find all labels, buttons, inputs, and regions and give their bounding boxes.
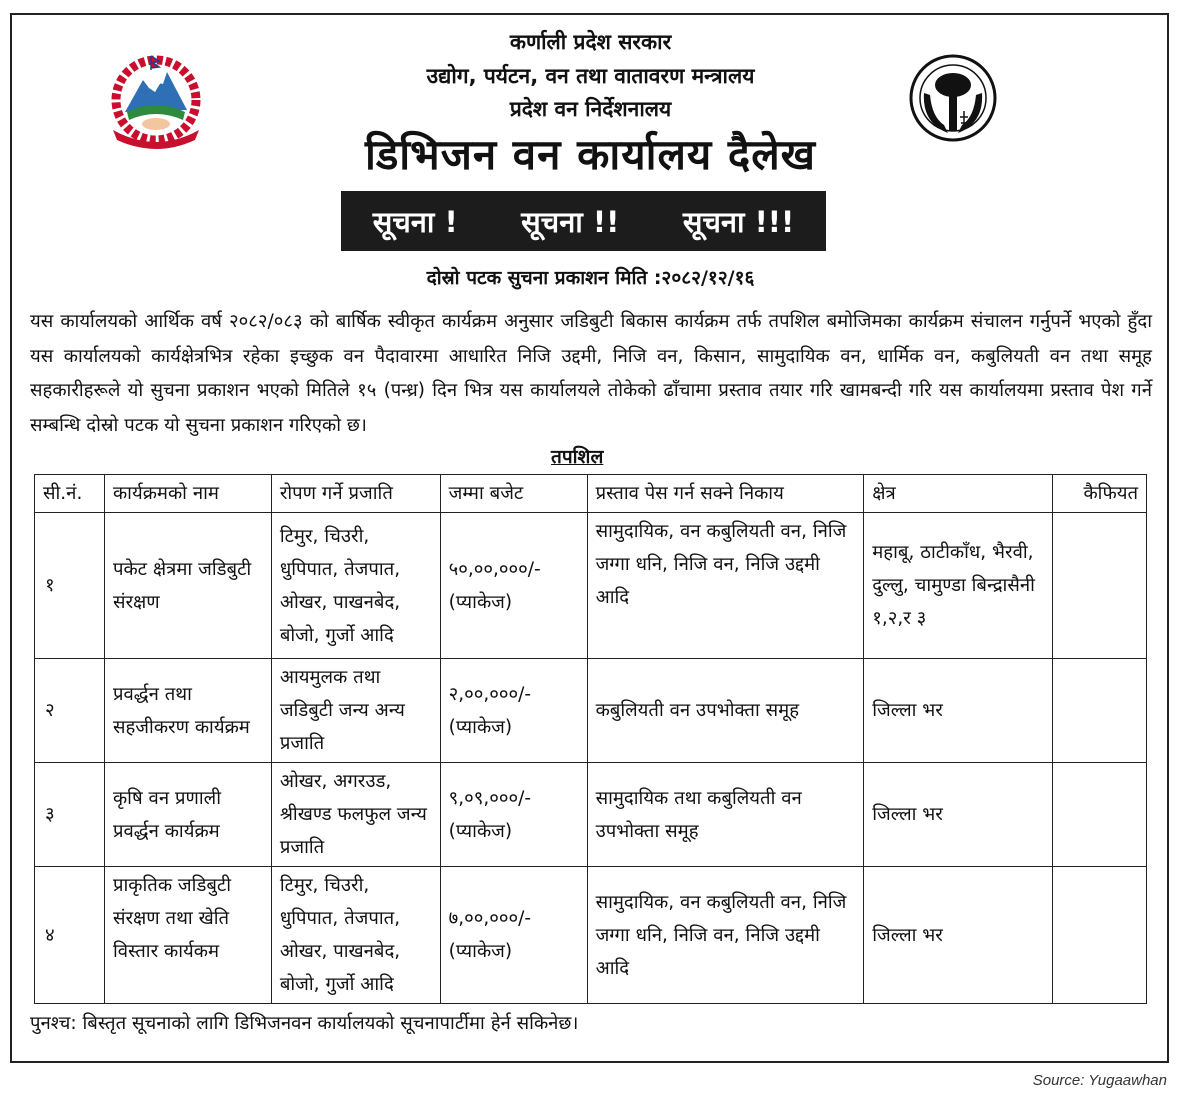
cell-program: पकेट क्षेत्रमा जडिबुटी संरक्षण: [104, 513, 271, 659]
directorate-heading: प्रदेश वन निर्देशनालय: [509, 97, 672, 121]
cell-budget: [440, 659, 587, 763]
col-header-sn: सी.नं.: [35, 475, 105, 513]
source-credit: Source: Yugaawhan: [1032, 1072, 1167, 1089]
cell-budget: [440, 867, 587, 1004]
office-title: डिभिजन वन कार्यालय दैलेख: [364, 130, 817, 179]
cell-area: जिल्ला भर: [864, 659, 1053, 763]
budget-amount: ९,०९,०००/-: [448, 787, 532, 809]
table-header-row: [35, 475, 1147, 513]
notice-body-paragraph: यस कार्यालयको आर्थिक वर्ष २०८२/०८३ को बार्षिक स्वीकृत कार्यक्रम अनुसार जडिबुटी बिकास कार्यक्रम तर्फ तपशिल बमोजिमका कार्यक्रम संचालन गर्नुपर्ने भएको हुँदा यस कार्यालयको कार्यक्षेत्रभित्र रहेका इच्छुक वन पैदावारमा आधारित निजि उद्दमी, निजि वन, किसान, सामुदायिक वन, धार्मिक वन, कबुलियती वन तथा समूह सहकारीहरूले यो सुचना प्रकाशन भएको मितिले १५ (पन्ध्र) दिन भित्र यस कार्यालयले तोकेको ढाँचामा प्रस्ताव तयार गरि खामबन्दी गरि यस कार्यालयमा प्रस्ताव पेश गर्ने सम्बन्धि दोस्रो पटक यो सुचना प्रकाशन गरिएको छ।: [30, 311, 1152, 436]
province-government-heading: कर्णाली प्रदेश सरकार: [509, 30, 672, 54]
cell-area: जिल्ला भर: [864, 763, 1053, 867]
cell-eligible: कबुलियती वन उपभोक्ता समूह: [587, 659, 864, 763]
col-header-program: कार्यक्रमको नाम: [104, 475, 271, 513]
cell-eligible: सामुदायिक, वन कबुलियती वन, निजि जग्गा धनि, निजि वन, निजि उद्दमी आदि: [587, 867, 864, 1004]
cell-eligible: सामुदायिक, वन कबुलियती वन, निजि जग्गा धनि, निजि वन, निजि उद्दमी आदि: [587, 513, 864, 659]
budget-amount: २,००,०००/-: [448, 683, 532, 705]
cell-eligible: सामुदायिक तथा कबुलियती वन उपभोक्ता समूह: [587, 763, 864, 867]
cell-sn: १: [35, 513, 105, 659]
cell-species: आयमुलक तथा जडिबुटी जन्य अन्य प्रजाति: [271, 659, 440, 763]
cell-remarks: [1052, 659, 1146, 763]
col-header-area: क्षेत्र: [864, 475, 1053, 513]
notice-label-2: सूचना !!: [521, 204, 620, 239]
publication-date: दोस्रो पटक सुचना प्रकाशन मिति :२०८२/१२/१६: [426, 267, 755, 289]
cell-sn: ३: [35, 763, 105, 867]
cell-area: जिल्ला भर: [864, 867, 1053, 1004]
table-row: [35, 659, 1147, 763]
ministry-heading: उद्योग, पर्यटन, वन तथा वातावरण मन्त्रालय: [426, 64, 755, 88]
cell-budget: [440, 763, 587, 867]
cell-budget: [440, 513, 587, 659]
table-row: [35, 867, 1147, 1004]
cell-program: प्रवर्द्धन तथा सहजीकरण कार्यक्रम: [104, 659, 271, 763]
footnote: पुनश्च: बिस्तृत सूचनाको लागि डिभिजनवन कार्यालयको सूचनापार्टीमा हेर्न सकिनेछ।: [30, 1013, 579, 1034]
schedule-heading: तपशिल: [551, 446, 604, 468]
cell-species: टिमुर, चिउरी, धुपिपात, तेजपात, ओखर, पाखनबेद, बोजो, गुर्जो आदि: [271, 513, 440, 659]
table-row: [35, 513, 1147, 659]
notice-banner: [341, 191, 826, 251]
col-header-remarks: कैफियत: [1052, 475, 1146, 513]
program-schedule-table: [34, 474, 1147, 1004]
col-header-eligible: प्रस्ताव पेस गर्न सक्ने निकाय: [587, 475, 864, 513]
table-row: [35, 763, 1147, 867]
notice-label-3: सूचना !!!: [682, 204, 795, 239]
cell-species: ओखर, अगरउड, श्रीखण्ड फलफुल जन्य प्रजाति: [271, 763, 440, 867]
cell-sn: ४: [35, 867, 105, 1004]
cell-sn: २: [35, 659, 105, 763]
cell-program: कृषि वन प्रणाली प्रवर्द्धन कार्यक्रम: [104, 763, 271, 867]
col-header-budget: जम्मा बजेट: [440, 475, 587, 513]
budget-note: (प्याकेज): [448, 820, 513, 842]
budget-amount: ५०,००,०००/-: [448, 558, 541, 580]
cell-remarks: [1052, 763, 1146, 867]
cell-area: महाबू, ठाटीकाँध, भैरवी, दुल्लु, चामुण्डा बिन्द्रासैनी १,२,र ३: [864, 513, 1053, 659]
budget-note: (प्याकेज): [448, 591, 513, 613]
cell-remarks: [1052, 867, 1146, 1004]
cell-species: टिमुर, चिउरी, धुपिपात, तेजपात, ओखर, पाखनबेद, बोजो, गुर्जो आदि: [271, 867, 440, 1004]
budget-note: (प्याकेज): [448, 716, 513, 738]
cell-program: प्राकृतिक जडिबुटी संरक्षण तथा खेति विस्तार कार्यकम: [104, 867, 271, 1004]
cell-remarks: [1052, 513, 1146, 659]
col-header-species: रोपण गर्ने प्रजाति: [271, 475, 440, 513]
budget-amount: ७,००,०००/-: [448, 908, 532, 929]
budget-note: (प्याकेज): [448, 941, 513, 962]
notice-label-1: सूचना !: [372, 204, 458, 239]
